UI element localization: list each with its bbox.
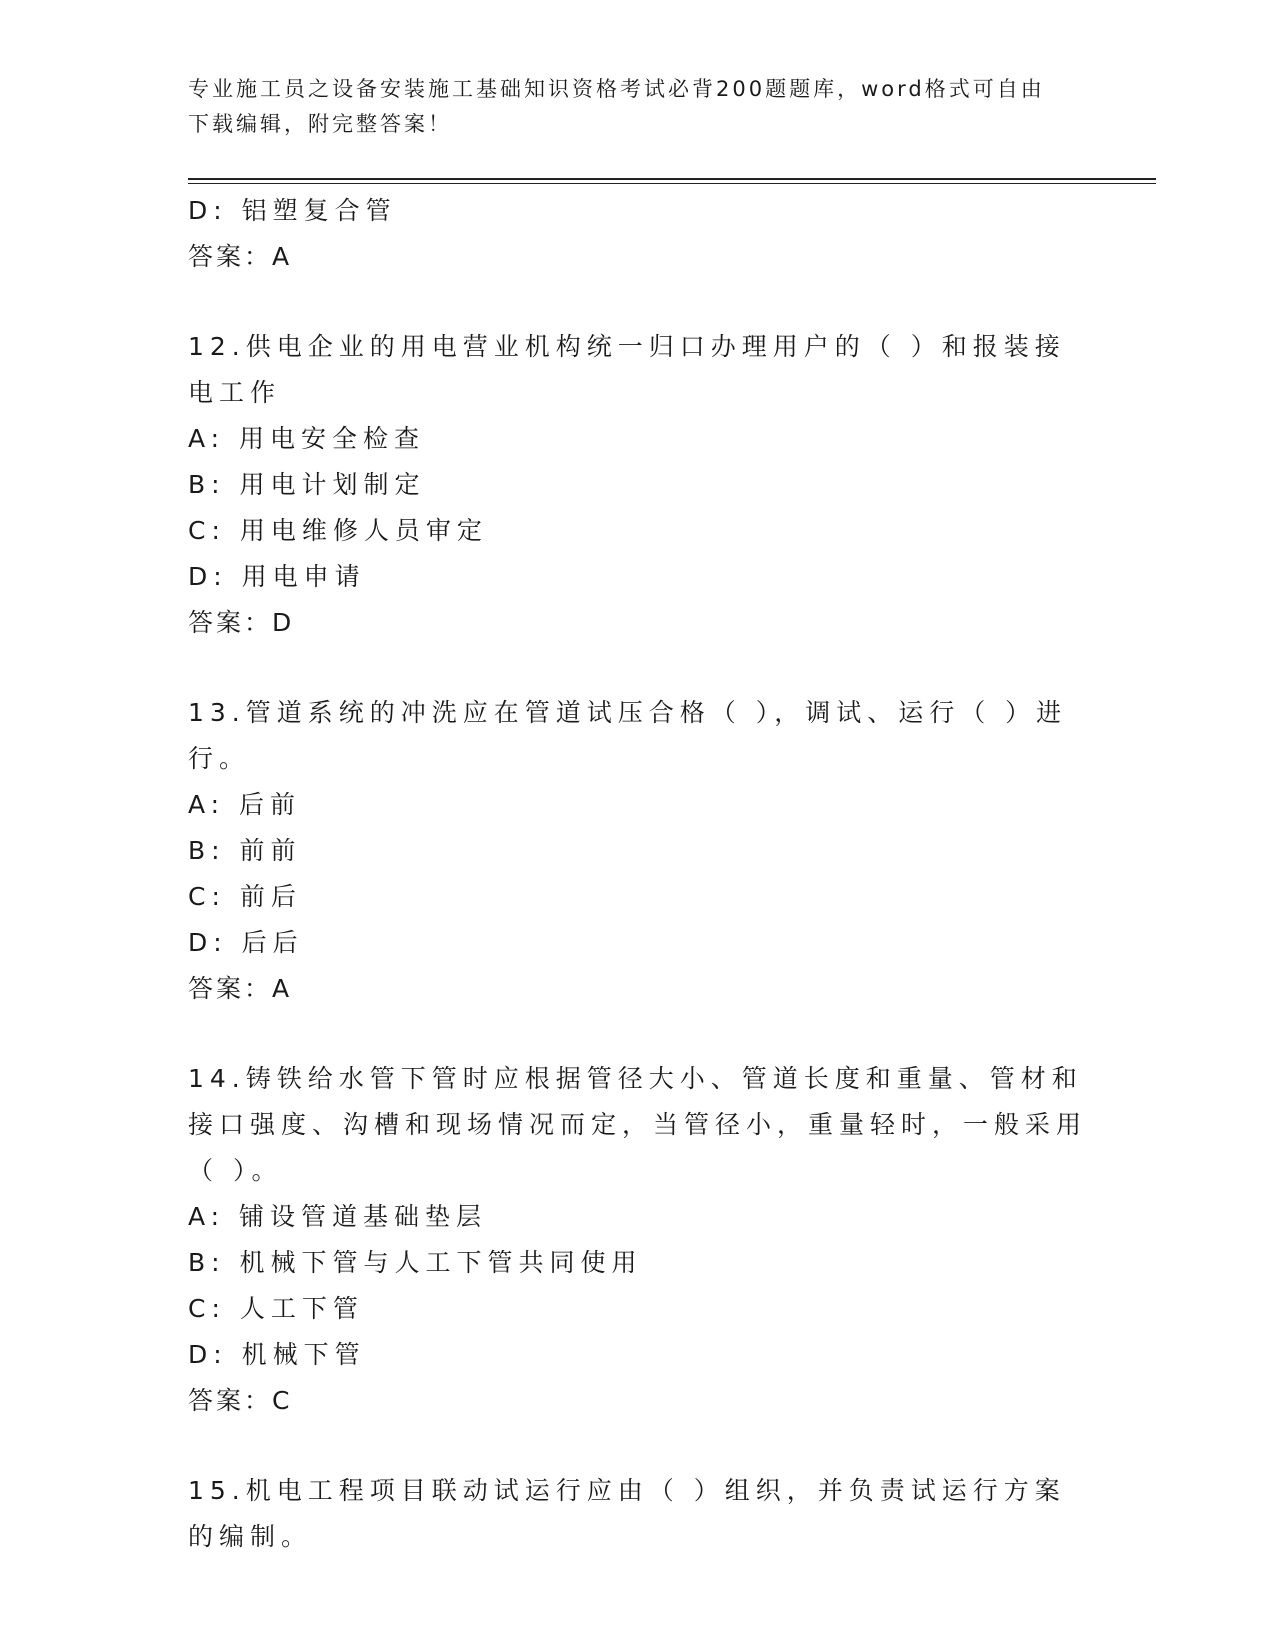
- question-14: [188, 1056, 1088, 1424]
- option-d: D: 机械下管: [188, 1340, 366, 1369]
- question-15: [188, 1468, 1088, 1560]
- question-12: [188, 324, 1088, 646]
- option-b: B: 前前: [188, 836, 302, 865]
- option-d: D: 用电申请: [188, 562, 366, 591]
- answer: 答案：D: [188, 608, 295, 637]
- document-body: [188, 188, 1088, 1560]
- header-divider: [188, 178, 1156, 184]
- question-stem: 14.铸铁给水管下管时应根据管径大小、管道长度和重量、管材和接口强度、沟槽和现场情况而定，当管径小，重量轻时，一般采用（ ）。: [188, 1064, 1088, 1185]
- question-stem: 15.机电工程项目联动试运行应由（ ）组织，并负责试运行方案的编制。: [188, 1476, 1066, 1551]
- question-11-tail: [188, 188, 1088, 280]
- option-a: A: 用电安全检查: [188, 424, 426, 453]
- option-b: B: 机械下管与人工下管共同使用: [188, 1248, 643, 1277]
- option-d: D: 铝塑复合管: [188, 196, 397, 225]
- option-c: C: 前后: [188, 882, 302, 911]
- answer: 答案：A: [188, 974, 293, 1003]
- question-stem: 13.管道系统的冲洗应在管道试压合格（ ），调试、运行（ ）进行。: [188, 698, 1068, 773]
- answer: 答案：C: [188, 1386, 293, 1415]
- question-13: [188, 690, 1088, 1012]
- option-c: C: 人工下管: [188, 1294, 364, 1323]
- option-a: A: 铺设管道基础垫层: [188, 1202, 488, 1231]
- option-b: B: 用电计划制定: [188, 470, 426, 499]
- option-a: A: 后前: [188, 790, 302, 819]
- question-stem: 12.供电企业的用电营业机构统一归口办理用户的（ ）和报装接电工作: [188, 332, 1066, 407]
- option-d: D: 后后: [188, 928, 304, 957]
- document-header: 专业施工员之设备安装施工基础知识资格考试必背200题题库，word格式可自由下载编辑，附完整答案！: [188, 77, 1045, 136]
- option-c: C: 用电维修人员审定: [188, 516, 488, 545]
- answer: 答案：A: [188, 242, 293, 271]
